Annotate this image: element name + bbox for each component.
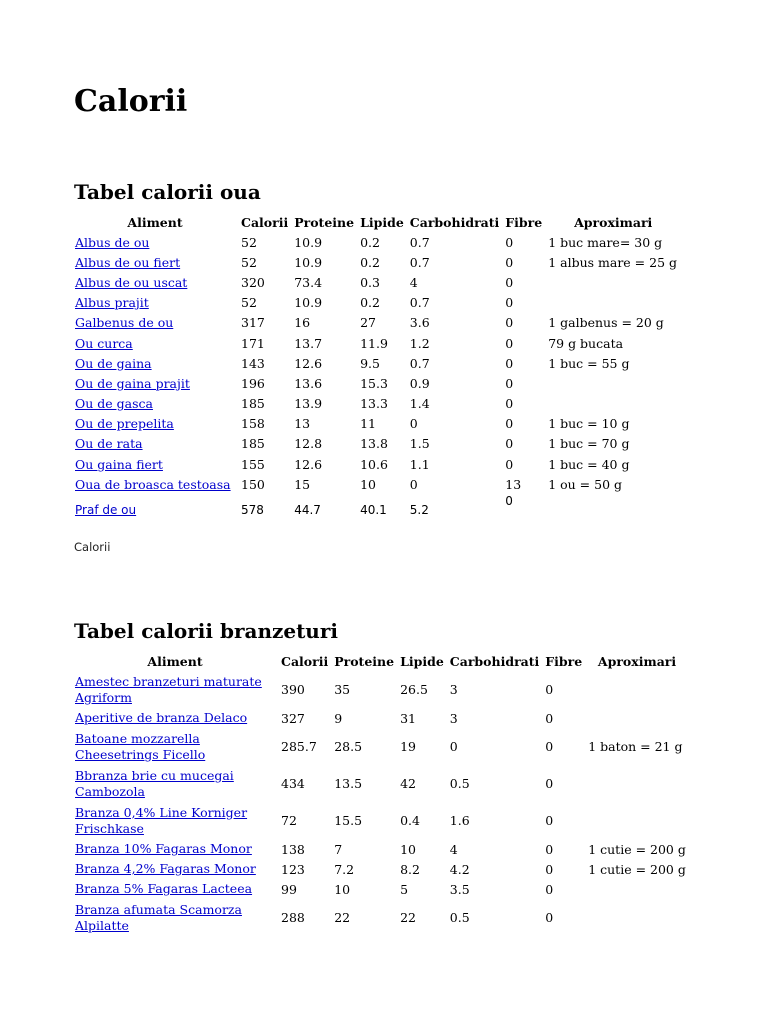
food-link[interactable]: Ou gaina fiert — [75, 456, 163, 472]
cell-aliment — [72, 859, 278, 879]
cell-aliment — [72, 232, 238, 252]
cell-proteine: 10.9 — [294, 234, 323, 250]
cell-calorii: 327 — [281, 710, 305, 726]
cell-carbohidrati: 4.2 — [449, 861, 470, 877]
cell-carbohidrati: 4 — [449, 841, 458, 857]
table-row — [72, 373, 681, 393]
table-calorii-oua — [72, 212, 681, 526]
cell-fibre: 0 — [505, 254, 514, 270]
cell-proteine: 13.5 — [334, 776, 363, 791]
cell-carbohidrati: 4 — [409, 274, 418, 290]
cell-carbohidrati: 1.2 — [409, 335, 430, 351]
cell-calorii: 99 — [281, 881, 297, 897]
page-title: Calorii — [74, 84, 188, 119]
table-row — [72, 765, 689, 802]
col-header-lipide: Lipide — [400, 653, 444, 669]
cell-aproximari — [545, 373, 681, 393]
cell-fibre: 0 — [545, 910, 554, 925]
cell-proteine: 15 — [294, 476, 311, 492]
cell-proteine: 13.9 — [294, 396, 323, 412]
cell-proteine: 15.5 — [334, 813, 363, 828]
cell-lipide: 9.5 — [360, 355, 380, 371]
cell-carbohidrati: 0.7 — [409, 295, 430, 311]
cell-aliment — [72, 802, 278, 839]
cell-fibre: 0 — [505, 436, 514, 452]
cell-aproximari — [545, 394, 681, 414]
cell-aliment — [72, 373, 238, 393]
cell-calorii: 288 — [281, 910, 305, 925]
cell-proteine: 13.6 — [294, 375, 323, 391]
food-link[interactable]: Ou de prepelita — [75, 416, 174, 432]
cell-aproximari: 1 galbenus = 20 g — [548, 315, 664, 331]
cell-calorii: 138 — [281, 841, 305, 857]
table-row — [72, 454, 681, 474]
cell-calorii: 72 — [281, 813, 297, 828]
cell-aliment — [72, 252, 238, 272]
table-row — [72, 899, 689, 936]
cell-proteine: 35 — [334, 682, 351, 697]
cell-proteine: 7.2 — [334, 861, 355, 877]
cell-fibre: 0 — [505, 494, 513, 509]
cell-calorii: 185 — [241, 436, 265, 452]
cell-carbohidrati: 0 — [449, 739, 458, 754]
cell-lipide: 10 — [360, 476, 376, 492]
cell-fibre: 0 — [505, 355, 514, 371]
food-link[interactable]: Amestec branzeturi maturate Agriform — [75, 673, 262, 705]
cell-proteine: 10.9 — [294, 295, 323, 311]
cell-fibre: 0 — [545, 841, 554, 857]
cell-calorii: 52 — [241, 234, 257, 250]
food-link[interactable]: Praf de ou — [75, 503, 137, 518]
cell-fibre: 0 — [505, 375, 514, 391]
cell-aproximari: 1 buc = 10 g — [548, 416, 630, 432]
cell-aproximari — [585, 671, 689, 708]
cell-lipide: 5 — [400, 881, 409, 897]
cell-lipide: 0.2 — [360, 295, 380, 311]
table-row — [72, 879, 689, 899]
food-link[interactable]: Branza afumata Scamorza Alpilatte — [75, 901, 242, 933]
food-link[interactable]: Ou de gaina prajit — [75, 375, 190, 391]
col-header-fibre: Fibre — [545, 653, 583, 669]
cell-aproximari — [585, 899, 689, 936]
food-link[interactable]: Albus de ou fiert — [75, 254, 181, 270]
cell-fibre: 0 — [545, 861, 554, 877]
table-row — [72, 728, 689, 765]
cell-calorii: 320 — [241, 274, 265, 290]
cell-proteine: 12.8 — [294, 436, 323, 452]
cell-aliment — [72, 708, 278, 728]
col-header-proteine: Proteine — [334, 653, 395, 669]
table-row — [72, 708, 689, 728]
table-header-row — [72, 651, 689, 671]
food-link[interactable]: Albus prajit — [75, 295, 149, 311]
cell-proteine: 73.4 — [294, 274, 323, 290]
cell-fibre: 13 — [505, 476, 522, 492]
cell-aliment — [72, 394, 238, 414]
cell-fibre: 0 — [545, 710, 554, 726]
food-link[interactable]: Ou de gasca — [75, 396, 153, 412]
cell-aproximari: 1 cutie = 200 g — [588, 861, 686, 877]
cell-calorii: 434 — [281, 776, 305, 791]
table-row — [72, 859, 689, 879]
cell-calorii: 52 — [241, 295, 257, 311]
cell-aproximari — [585, 708, 689, 728]
cell-lipide: 8.2 — [400, 861, 420, 877]
cell-calorii: 390 — [281, 682, 305, 697]
cell-aliment — [72, 313, 238, 333]
cell-fibre: 0 — [505, 274, 514, 290]
cell-fibre: 0 — [505, 456, 514, 472]
cell-calorii: 285.7 — [281, 739, 317, 754]
table-row — [72, 293, 681, 313]
cell-lipide: 40.1 — [360, 503, 387, 518]
food-link[interactable]: Bbranza brie cu mucegai Cambozola — [75, 767, 234, 799]
table-row — [72, 313, 681, 333]
section-title-branzeturi: Tabel calorii branzeturi — [74, 619, 338, 643]
cell-carbohidrati: 1.5 — [409, 436, 430, 452]
cell-aliment — [72, 414, 238, 434]
cell-calorii: 52 — [241, 254, 257, 270]
cell-calorii: 578 — [241, 503, 264, 518]
cell-lipide: 27 — [360, 315, 376, 331]
cell-proteine: 7 — [334, 841, 343, 857]
cell-fibre: 0 — [545, 881, 554, 897]
food-link[interactable]: Aperitive de branza Delaco — [75, 710, 248, 725]
cell-fibre: 0 — [505, 315, 514, 331]
col-header-lipide: Lipide — [360, 214, 404, 230]
cell-lipide: 15.3 — [360, 375, 388, 391]
table-row — [72, 434, 681, 454]
cell-aproximari: 1 ou = 50 g — [548, 476, 623, 492]
cell-aliment — [72, 353, 238, 373]
col-header-calorii: Calorii — [281, 653, 329, 669]
cell-aproximari: 1 albus mare = 25 g — [548, 254, 677, 270]
cell-fibre: 0 — [545, 682, 554, 697]
cell-lipide: 0.4 — [400, 813, 420, 828]
section-title-oua: Tabel calorii oua — [74, 180, 261, 204]
cell-proteine: 16 — [294, 315, 311, 331]
cell-aliment — [72, 728, 278, 765]
cell-lipide: 26.5 — [400, 682, 428, 697]
cell-aliment — [72, 879, 278, 899]
food-link[interactable]: Branza 10% Fagaras Monor — [75, 841, 252, 856]
cell-carbohidrati: 5.2 — [409, 503, 429, 518]
cell-aproximari: 1 buc = 55 g — [548, 355, 630, 371]
cell-calorii: 317 — [241, 315, 265, 331]
col-header-aliment: Aliment — [147, 653, 203, 669]
cell-lipide: 11.9 — [360, 335, 388, 351]
cell-aliment — [72, 333, 238, 353]
cell-lipide: 19 — [400, 739, 416, 754]
cell-carbohidrati: 3.5 — [449, 881, 470, 897]
cell-carbohidrati: 0.7 — [409, 234, 430, 250]
cell-carbohidrati: 1.1 — [409, 456, 430, 472]
col-header-carbohidrati: Carbohidrati — [449, 653, 540, 669]
table-row — [72, 394, 681, 414]
cell-carbohidrati: 0 — [409, 416, 418, 432]
cell-fibre: 0 — [505, 234, 514, 250]
cell-proteine: 13 — [294, 416, 311, 432]
cell-proteine: 12.6 — [294, 456, 323, 472]
food-link[interactable]: Branza 4,2% Fagaras Monor — [75, 861, 256, 876]
cell-aliment — [72, 272, 238, 292]
cell-aliment — [72, 293, 238, 313]
cell-calorii: 185 — [241, 396, 265, 412]
cell-aproximari: 1 buc = 40 g — [548, 456, 630, 472]
cell-lipide: 0.2 — [360, 254, 380, 270]
cell-fibre: 0 — [505, 396, 514, 412]
cell-fibre: 0 — [505, 295, 514, 311]
cell-calorii: 123 — [281, 861, 305, 877]
cell-aproximari — [545, 494, 681, 526]
table-row — [72, 494, 681, 526]
cell-calorii: 155 — [241, 456, 265, 472]
table-row — [72, 474, 681, 494]
cell-carbohidrati: 3.6 — [409, 315, 430, 331]
food-link[interactable]: Batoane mozzarella Cheesetrings Ficello — [75, 730, 206, 762]
food-link[interactable]: Ou curca — [75, 335, 133, 351]
table-row — [72, 802, 689, 839]
cell-aliment — [72, 765, 278, 802]
cell-calorii: 196 — [241, 375, 265, 391]
col-header-fibre: Fibre — [505, 214, 543, 230]
cell-proteine: 9 — [334, 710, 343, 726]
food-link[interactable]: Ou de gaina — [75, 355, 152, 371]
cell-fibre: 0 — [505, 416, 514, 432]
cell-proteine: 28.5 — [334, 739, 363, 754]
cell-proteine: 44.7 — [294, 503, 321, 518]
food-link[interactable]: Branza 5% Fagaras Lacteea — [75, 881, 253, 896]
cell-carbohidrati: 3 — [449, 710, 458, 726]
cell-aproximari — [545, 293, 681, 313]
food-link[interactable]: Galbenus de ou — [75, 315, 174, 331]
cell-proteine: 13.7 — [294, 335, 323, 351]
cell-lipide: 11 — [360, 416, 376, 432]
cell-lipide: 22 — [400, 910, 416, 925]
table-row — [72, 839, 689, 859]
cell-carbohidrati: 0.5 — [449, 776, 470, 791]
col-header-calorii: Calorii — [241, 214, 289, 230]
col-header-proteine: Proteine — [294, 214, 355, 230]
cell-aliment — [72, 454, 238, 474]
cell-carbohidrati: 0.7 — [409, 254, 430, 270]
cell-aproximari — [545, 272, 681, 292]
food-link[interactable]: Branza 0,4% Line Korniger Frischkase — [75, 804, 248, 836]
table-calorii-branzeturi — [72, 651, 689, 936]
cell-carbohidrati: 1.4 — [409, 396, 430, 412]
cell-proteine: 12.6 — [294, 355, 323, 371]
cell-aliment — [72, 671, 278, 708]
col-header-aproximari: Aproximari — [574, 214, 653, 230]
cell-aproximari: 1 buc = 70 g — [548, 436, 630, 452]
cell-aliment — [72, 434, 238, 454]
col-header-aliment: Aliment — [127, 214, 183, 230]
cell-carbohidrati: 0.5 — [449, 910, 470, 925]
cell-lipide: 10 — [400, 841, 416, 857]
cell-lipide: 13.3 — [360, 396, 388, 412]
cell-fibre: 0 — [505, 335, 514, 351]
cell-calorii: 150 — [241, 476, 265, 492]
cell-fibre: 0 — [545, 813, 554, 828]
cell-lipide: 42 — [400, 776, 416, 791]
cell-proteine: 10 — [334, 881, 351, 897]
cell-aproximari — [585, 765, 689, 802]
table-header-row — [72, 212, 681, 232]
cell-calorii: 143 — [241, 355, 265, 371]
cell-aproximari: 1 buc mare= 30 g — [548, 234, 663, 250]
cell-fibre: 0 — [545, 776, 554, 791]
cell-proteine: 10.9 — [294, 254, 323, 270]
food-link[interactable]: Albus de ou — [75, 234, 150, 250]
food-link[interactable]: Ou de rata — [75, 436, 143, 452]
table-row — [72, 333, 681, 353]
table-row — [72, 272, 681, 292]
cell-lipide: 31 — [400, 710, 416, 726]
cell-carbohidrati: 0 — [409, 476, 418, 492]
cell-fibre: 0 — [545, 739, 554, 754]
cell-lipide: 0.2 — [360, 234, 380, 250]
caption-calorii: Calorii — [74, 540, 111, 554]
food-link[interactable]: Albus de ou uscat — [75, 274, 188, 290]
cell-lipide: 10.6 — [360, 456, 388, 472]
col-header-carbohidrati: Carbohidrati — [409, 214, 500, 230]
cell-aliment — [72, 839, 278, 859]
cell-carbohidrati: 3 — [449, 682, 458, 697]
table-row — [72, 252, 681, 272]
cell-calorii: 171 — [241, 335, 265, 351]
cell-carbohidrati: 1.6 — [449, 813, 470, 828]
cell-proteine: 22 — [334, 910, 351, 925]
food-link[interactable]: Oua de broasca testoasa — [75, 476, 231, 492]
cell-calorii: 158 — [241, 416, 265, 432]
cell-lipide: 0.3 — [360, 274, 380, 290]
table-row — [72, 671, 689, 708]
cell-carbohidrati: 0.9 — [409, 375, 430, 391]
cell-aproximari: 1 baton = 21 g — [588, 739, 683, 754]
col-header-aproximari: Aproximari — [597, 653, 677, 669]
cell-aproximari — [585, 802, 689, 839]
cell-aliment — [72, 494, 238, 526]
cell-lipide: 13.8 — [360, 436, 388, 452]
cell-aproximari: 1 cutie = 200 g — [588, 841, 686, 857]
cell-aproximari: 79 g bucata — [548, 335, 624, 351]
cell-carbohidrati: 0.7 — [409, 355, 430, 371]
table-row — [72, 353, 681, 373]
cell-aliment — [72, 474, 238, 494]
table-row — [72, 232, 681, 252]
table-row — [72, 414, 681, 434]
cell-aproximari — [585, 879, 689, 899]
cell-aliment — [72, 899, 278, 936]
